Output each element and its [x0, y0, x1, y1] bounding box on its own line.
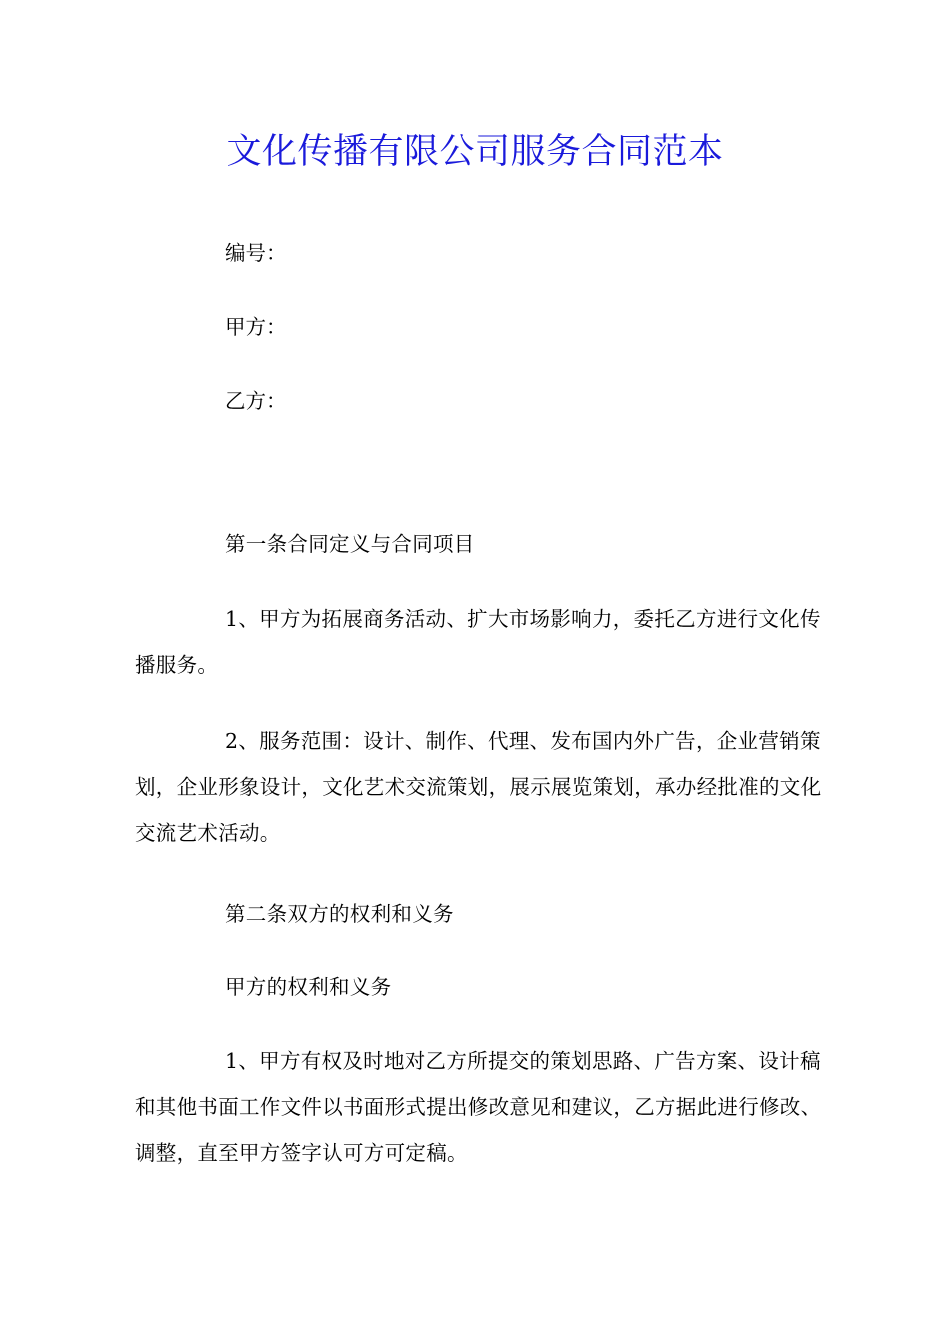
document-title: 文化传播有限公司服务合同范本 — [226, 132, 724, 172]
article-1-heading: 第一条合同定义与合同项目 — [225, 532, 475, 556]
party-a-rights-heading: 甲方的权利和义务 — [225, 975, 392, 999]
party-a-field: 甲方： — [225, 315, 287, 339]
party-b-field: 乙方： — [225, 389, 287, 413]
contract-number-field: 编号： — [225, 241, 287, 265]
party-a-item-1: 1、甲方有权及时地对乙方所提交的策划思路、广告方案、设计稿和其他书面工作文件以书面形式提出修改意见和建议，乙方据此进行修改、调整，直至甲方签字认可方可定稿。 — [135, 1049, 822, 1165]
article-1-item-1: 1、甲方为拓展商务活动、扩大市场影响力，委托乙方进行文化传播服务。 — [135, 607, 821, 677]
article-2-heading: 第二条双方的权利和义务 — [225, 902, 454, 926]
article-1-item-2: 2、服务范围：设计、制作、代理、发布国内外广告，企业营销策划，企业形象设计，文化艺术交流策划，展示展览策划，承办经批准的文化交流艺术活动。 — [135, 729, 822, 845]
